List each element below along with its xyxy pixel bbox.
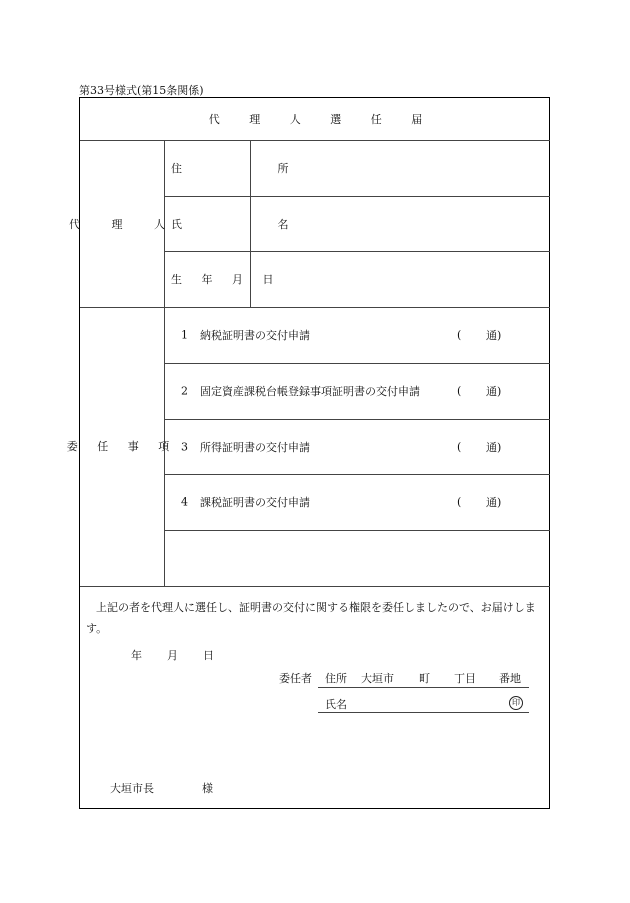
count-unit: 通)	[486, 385, 502, 398]
principal-chome: 丁目	[454, 672, 476, 685]
agent-birthdate-field[interactable]	[251, 252, 549, 306]
statement-text: 上記の者を代理人に選任し、証明書の交付に関する権限を委任しましたので、お届けします。	[86, 601, 536, 635]
agent-birthdate-label: 生 年 月 日	[171, 273, 282, 286]
count-open-paren: (	[457, 440, 462, 454]
seal-mark: 印	[509, 696, 523, 710]
delegation-item-text: 納税証明書の交付申請	[200, 329, 310, 342]
delegation-item-num: 4	[181, 495, 188, 509]
count-open-paren: (	[457, 384, 462, 398]
form-title: 代 理 人 選 任 届	[208, 113, 436, 126]
name-underline	[318, 712, 529, 713]
delegation-other-field[interactable]	[165, 531, 549, 585]
delegation-item-text: 固定資産課税台帳登録事項証明書の交付申請	[200, 385, 420, 398]
delegation-section-label: 委 任 事 項	[66, 440, 178, 453]
divider	[164, 363, 550, 364]
count-unit: 通)	[486, 329, 502, 342]
delegation-item-num: 3	[181, 440, 188, 454]
divider	[164, 419, 550, 420]
date-day-label: 日	[203, 649, 214, 662]
principal-town: 町	[419, 672, 430, 685]
principal-city: 大垣市	[361, 672, 394, 685]
divider	[80, 307, 550, 308]
agent-address-label-text: 住 所	[171, 162, 335, 175]
addressee-honorific: 様	[202, 782, 213, 795]
delegation-item-text: 所得証明書の交付申請	[200, 441, 310, 454]
delegation-item-num: 2	[181, 384, 188, 398]
count-open-paren: (	[457, 495, 462, 509]
divider	[164, 140, 165, 586]
addressee-name: 大垣市長	[110, 782, 154, 795]
count-unit: 通)	[486, 441, 502, 454]
principal-label: 委任者	[279, 672, 312, 685]
delegation-item-text: 課税証明書の交付申請	[200, 496, 310, 509]
agent-section-label: 代 理 人	[69, 218, 179, 231]
agent-name-label: 氏 名	[171, 218, 335, 231]
principal-name-label: 氏名	[325, 698, 347, 711]
principal-address-label: 住所	[325, 672, 347, 685]
date-month-label: 月	[167, 649, 178, 662]
form-number: 第33号様式(第15条関係)	[79, 84, 204, 97]
principal-banchi: 番地	[499, 672, 521, 685]
address-underline	[318, 687, 529, 688]
count-open-paren: (	[457, 328, 462, 342]
agent-name-field[interactable]	[251, 197, 549, 250]
date-year-label: 年	[131, 649, 142, 662]
count-unit: 通)	[486, 496, 502, 509]
delegation-item-num: 1	[181, 328, 188, 342]
agent-address-label	[171, 160, 335, 176]
divider	[80, 586, 550, 587]
agent-address-field[interactable]	[251, 141, 549, 195]
divider	[164, 474, 550, 475]
